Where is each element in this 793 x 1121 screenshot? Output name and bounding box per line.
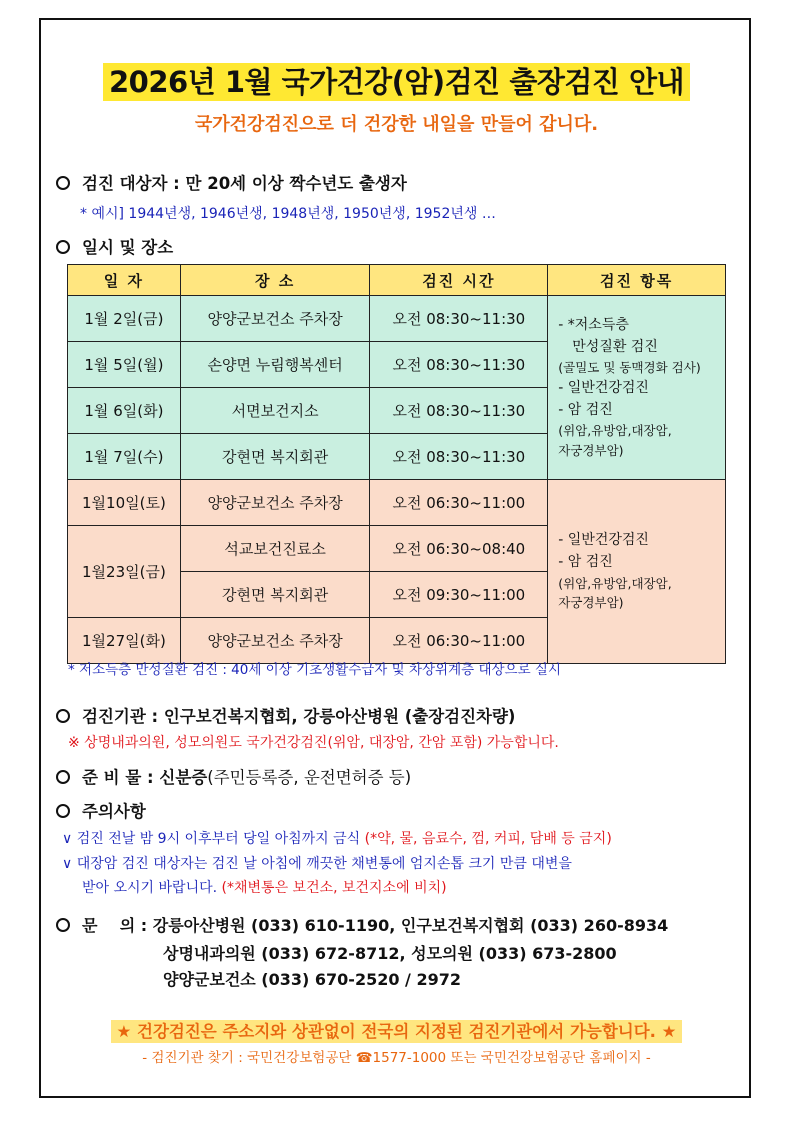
circle-bullet-icon: [56, 918, 70, 932]
schedule-table: [67, 264, 726, 664]
place-cell: 석교보건진료소: [180, 526, 370, 572]
prepare-label: 준 비 물 :: [82, 768, 154, 787]
contact-line-2: 상명내과의원 (033) 672-8712, 성모의원 (033) 673-2800: [163, 944, 617, 963]
time-cell: 오전 09:30~11:00: [370, 572, 548, 618]
exam-items-group2: - 일반건강검진 - 암 검진 (위암,유방암,대장암, 자궁경부암): [548, 480, 726, 664]
date-cell: 1월27일(화): [68, 618, 181, 664]
caution-label: 주의사항: [82, 802, 146, 821]
header-time: 검진 시간: [370, 265, 548, 296]
contact-line-1: 강릉아산병원 (033) 610-1190, 인구보건복지협회 (033) 260-8934: [152, 916, 669, 935]
prepare-rest: (주민등록증, 운전면허증 등): [207, 768, 412, 787]
time-cell: 오전 06:30~11:00: [370, 480, 548, 526]
time-cell: 오전 08:30~11:30: [370, 388, 548, 434]
contact-label: 문 의 :: [82, 916, 148, 935]
date-cell: 1월23일(금): [68, 526, 181, 618]
target-example: * 예시] 1944년생, 1946년생, 1948년생, 1950년생, 1952년생 …: [80, 206, 496, 222]
circle-bullet-icon: [56, 804, 70, 818]
prepare-bold: 신분증: [159, 768, 208, 787]
time-cell: 오전 08:30~11:30: [370, 342, 548, 388]
place-cell: 서면보건지소: [180, 388, 370, 434]
caution-line-1: ∨ 검진 전날 밤 9시 이후부터 당일 아침까지 금식 (*약, 물, 음료수, 껌, 커피, 담배 등 금지): [62, 831, 612, 847]
footer-sub: - 검진기관 찾기 : 국민건강보험공단 ☎1577-1000 또는 국민건강보험공단 홈페이지 -: [142, 1050, 651, 1066]
table-row: [68, 480, 726, 526]
time-cell: 오전 08:30~11:30: [370, 296, 548, 342]
caution-line-3: 받아 오시기 바랍니다. (*채변통은 보건소, 보건지소에 비치): [82, 880, 447, 896]
circle-bullet-icon: [56, 709, 70, 723]
caution-line-2: ∨ 대장암 검진 대상자는 검진 날 아침에 깨끗한 채변통에 엄지손톱 크기 만큼 대변을: [62, 856, 572, 872]
place-cell: 양양군보건소 주차장: [180, 296, 370, 342]
institution-label: 검진기관 : 인구보건복지협회, 강릉아산병원 (출장검진차량): [82, 707, 516, 726]
circle-bullet-icon: [56, 240, 70, 254]
table-row: [68, 296, 726, 342]
caution-section: [56, 798, 146, 822]
date-cell: 1월 7일(수): [68, 434, 181, 480]
target-label: 검진 대상자 : 만 20세 이상 짝수년도 출생자: [82, 174, 407, 193]
place-cell: 강현면 복지회관: [180, 572, 370, 618]
time-cell: 오전 06:30~11:00: [370, 618, 548, 664]
page-title: 2026년 1월 국가건강(암)검진 출장검진 안내: [0, 60, 793, 101]
exam-items-group1: - *저소득층 만성질환 검진 (골밀도 및 동맥경화 검사) - 일반건강검진 - 암 검진 (위암,유방암,대장암, 자궁경부암): [548, 296, 726, 480]
circle-bullet-icon: [56, 176, 70, 190]
date-cell: 1월10일(토): [68, 480, 181, 526]
footer-main: ★ 건강검진은 주소지와 상관없이 전국의 지정된 검진기관에서 가능합니다. ★: [0, 1018, 793, 1042]
schedule-footnote: * 저소득층 만성질환 검진 : 40세 이상 기초생활수급자 및 차상위계층 대상으로 실시: [68, 662, 561, 678]
time-cell: 오전 08:30~11:30: [370, 434, 548, 480]
place-cell: 강현면 복지회관: [180, 434, 370, 480]
header-date: 일 자: [68, 265, 181, 296]
date-cell: 1월 6일(화): [68, 388, 181, 434]
date-cell: 1월 5일(월): [68, 342, 181, 388]
target-section: [56, 170, 407, 194]
place-cell: 양양군보건소 주차장: [180, 480, 370, 526]
prepare-section: [56, 764, 411, 788]
institution-section: [56, 703, 515, 727]
header-items: 검진 항목: [548, 265, 726, 296]
place-cell: 양양군보건소 주차장: [180, 618, 370, 664]
time-cell: 오전 06:30~08:40: [370, 526, 548, 572]
institution-note: ※ 상명내과의원, 성모의원도 국가건강검진(위암, 대장암, 간암 포함) 가능합니다.: [68, 735, 559, 751]
contact-line-3: 양양군보건소 (033) 670-2520 / 2972: [163, 970, 461, 989]
page-subtitle: 국가건강검진으로 더 건강한 내일을 만들어 갑니다.: [194, 114, 599, 135]
date-cell: 1월 2일(금): [68, 296, 181, 342]
schedule-section: [56, 234, 173, 258]
place-cell: 손양면 누림행복센터: [180, 342, 370, 388]
header-place: 장 소: [180, 265, 370, 296]
circle-bullet-icon: [56, 770, 70, 784]
schedule-label: 일시 및 장소: [82, 238, 174, 257]
contact-section: [56, 913, 668, 936]
